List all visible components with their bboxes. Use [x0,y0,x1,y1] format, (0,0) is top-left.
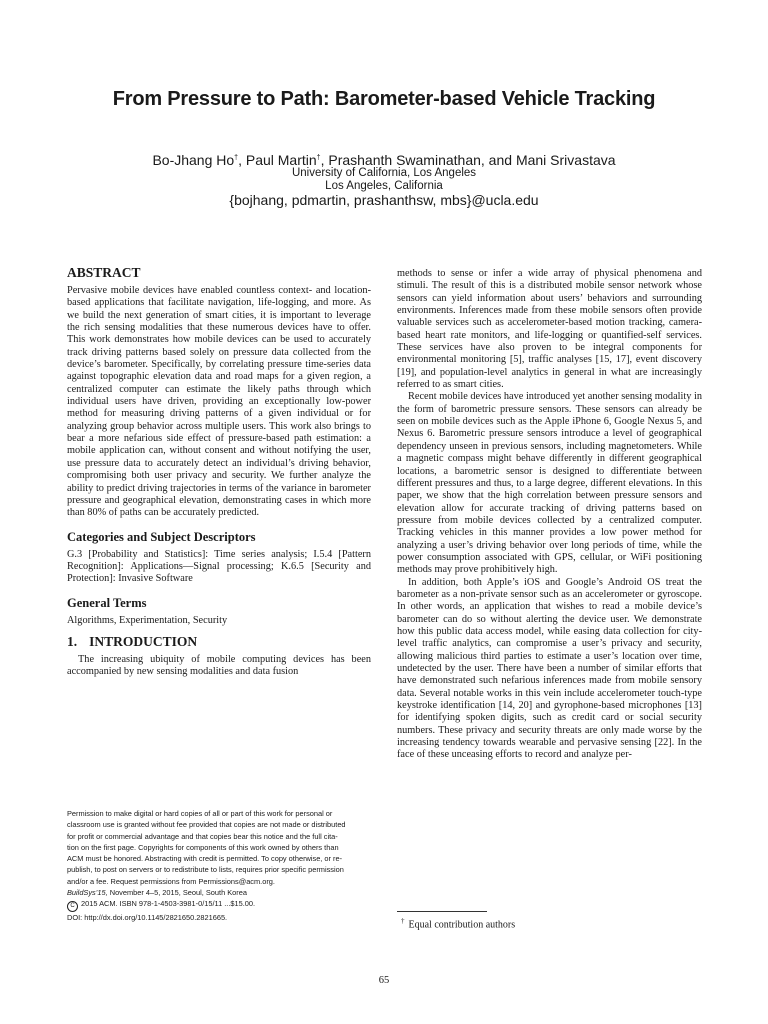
permission-line: classroom use is granted without fee provided that copies are not made or distributed [67,820,346,830]
paper-title: From Pressure to Path: Barometer-based Vehicle Tracking [112,88,656,110]
venue-name: BuildSys’15, [67,888,108,898]
left-column [67,264,371,679]
footnote [401,915,515,931]
author-separator: , [238,152,246,168]
author-name: Mani Srivastava [515,152,616,168]
affiliation-line: University of California, Los Angeles [291,167,477,179]
abstract-heading: ABSTRACT [67,265,141,280]
copyright-line [67,898,367,912]
permission-line: tion on the first page. Copyrights for components of this work owned by others than [67,842,339,852]
author-name: Paul Martin [245,152,317,168]
categories-text: G.3 [Probability and Statistics]: Time series analysis; I.5.4 [Pattern Recognition]: Applications—Signal processing; K.6.5 [Security and Protection]: Invasive Software [67,548,371,585]
venue-line [67,887,367,898]
permission-line: ACM must be honored. Abstracting with credit is permitted. To copy otherwise, or re- [67,854,343,864]
page-number: 65 [378,975,390,986]
categories-heading: Categories and Subject Descriptors [67,529,256,544]
contribution-mark: † [316,154,321,162]
section-title: INTRODUCTION [89,633,198,649]
introduction-heading [67,633,371,651]
author-separator: , and [480,152,516,168]
introduction-paragraph: The increasing ubiquity of mobile computing devices has been accompanied by new sensing modalities and data fusion [67,653,371,678]
permission-block [67,808,367,924]
abstract-text: Pervasive mobile devices have enabled countless context- and location-based applications that facilitate navigation, life-logging, and more. As we build the next generation of smart cities, it is important to leverage the rich sensing modalities that these numerous devices have to offer. This work demonstrates how mobile devices can be used to accurately track driving patterns based solely on pressure data collected from the device’s barometer. Specifically, by correlating pressure time-series data against topographic elevation data and road maps for a given region, a centralized computer can estimate the likely paths through which individual users have driven, providing an exceptionally low-power method for measuring driving patterns of a given individual or for analyzing group behavior across multiple users. This work also brings to bear a more nefarious side effect of pressure-based path estimation: a mobile application can, without consent and without notifying the user, use pressure data to accurately detect an individual’s driving behavior, compromising both user privacy and security. We further analyze the ability to predict driving trajectories in terms of the variance in barometer pressure and geographical elevation, demonstrating cases in which more than 80% of paths can be accurately predicted. [67,285,371,519]
copyright-text: 2015 ACM. ISBN 978-1-4503-3981-0/15/11 ...$15.00. [81,899,256,909]
permission-line: publish, to post on servers or to redistribute to lists, requires prior specific permission [67,865,344,875]
permission-line: Permission to make digital or hard copies of all or part of this work for personal or [67,809,333,818]
permission-line: for profit or commercial advantage and that copies bear this notice and the full cita- [67,831,338,841]
author-name: Prashanth Swaminathan [328,152,481,168]
footnote-text: Equal contribution authors [408,919,516,931]
right-column [397,268,702,762]
author-list [0,152,768,168]
general-terms-text: Algorithms, Experimentation, Security [67,614,228,626]
footnote-divider [397,911,487,912]
footnote-mark: † [401,917,405,925]
copyright-icon: C [67,901,78,912]
general-terms-heading: General Terms [67,595,147,610]
introduction-paragraph: In addition, both Apple’s iOS and Google’s Android OS treat the barometer as a non-private sensor such as an accelerometer or gyroscope. In other words, an application that wishes to read a mobile device’s barometer can do so without alerting the device user. We demonstrate how this public data access model, while easing data collection for city-level traffic analytics, can compromise a user’s privacy and security, allowing malicious third parties to estimate a user’s location over time, undetected by the user. There have been a number of similar efforts that have demonstrated such nefarious inferences made from mobile sensory data. Several notable works in this vein include accelerometer touch-type keystroke identification [14, 20] and gyrophone-based microphones [13] for identifying spoken digits, such as credit card or social security numbers. These privacy and security threats are only made worse by the increasing tendency towards wearable and pervasive sensing [22]. In the face of these unceasing efforts to record and analyze per- [397,576,702,761]
permission-line: and/or a fee. Request permissions from Permissions@acm.org. [67,876,275,886]
affiliation-line: Los Angeles, California [325,180,443,192]
author-email: {bojhang, pdmartin, prashanthsw, mbs}@ucla.edu [229,192,539,208]
section-number: 1. [67,633,78,649]
introduction-paragraph: Recent mobile devices have introduced yet another sensing modality in the form of barometric pressure sensors. These sensors can already be seen on mobile devices such as the Apple iPhone 6, Google Nexus 5, and Nexus 6. Barometric pressure sensors introduce a level of geographical dependency unseen in previous sensors, including magnetometers. While a magnetic compass might behave differently in different geographical locations, a barometric sensor is designed to differentiate between different pressures and thus, to a large degree, different elevations. In this paper, we show that the high correlation between pressure sensors and elevation allow for accurate tracking of driving patterns based on pressure from mobile devices collected by a centralized computer. Tracking vehicles in this manner provides a low power method for analyzing a user’s driving behavior over long periods of time, while the power consumption associated with GPS, cellular, or WiFi positioning methods may prove prohibitively high. [397,391,702,576]
introduction-paragraph: methods to sense or infer a wide array of physical phenomena and stimuli. The result of this is a distributed mobile sensor network whose sensors can yield information about users’ behaviors and surrounding environments. Inferences made from these mobile sensors often provide valuable services such as accelerometer-based motion tracking, camera-based heart rate monitors, and life-logging or quantified-self services. These services have also proven to be integral components for environmental monitoring [5], traffic analyses [15, 17], event discovery [19], and population-level analytics in general in what are increasingly referred to as smart cities. [397,268,702,391]
venue-details: November 4–5, 2015, Seoul, South Korea [107,888,247,898]
doi-line: DOI: http://dx.doi.org/10.1145/2821650.2821665. [67,913,228,923]
author-name: Bo-Jhang Ho [152,152,235,168]
author-separator: , [320,152,329,168]
contribution-mark: † [234,154,239,162]
